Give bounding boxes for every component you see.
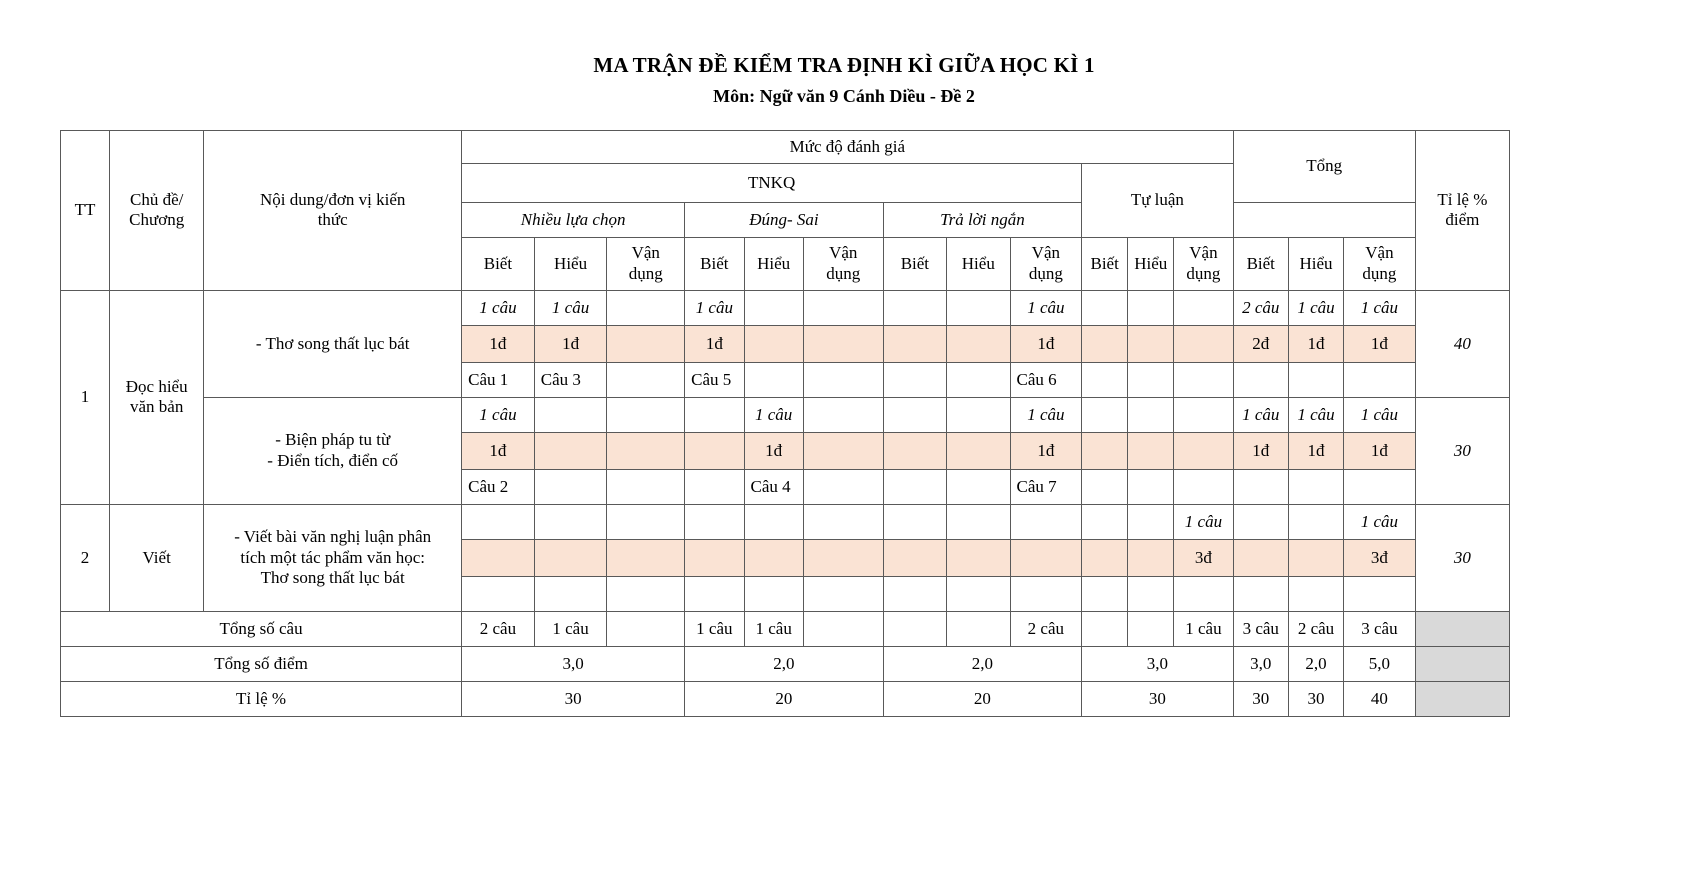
cell-question-no: Câu 3 (534, 362, 607, 397)
cell-score: 1đ (1233, 432, 1288, 469)
cell-question-no (1128, 362, 1174, 397)
label: Vận (631, 243, 660, 263)
summary-cell-count: 2 câu (1010, 611, 1082, 646)
cell-score: 1đ (1010, 432, 1082, 469)
cell-count (744, 504, 803, 539)
row-tt (61, 504, 110, 611)
cell-score (1128, 539, 1174, 576)
summary-cell-count: 3 câu (1233, 611, 1288, 646)
label2: dụng (1186, 263, 1221, 283)
header-tong (1233, 130, 1415, 202)
header-tong-biet (1233, 237, 1288, 290)
cell-question-no (685, 469, 744, 504)
cell-count (1128, 504, 1174, 539)
cell-score (607, 539, 685, 576)
cell-question-no (1288, 362, 1343, 397)
cell-count (1082, 290, 1128, 325)
summary-cell-count: 1 câu (744, 611, 803, 646)
header-nlc-hieu (534, 237, 607, 290)
label2: dụng (1028, 263, 1063, 283)
cell-score: 1đ (1010, 325, 1082, 362)
header-row-muc-do (61, 130, 1510, 163)
cell-question-no (1233, 362, 1288, 397)
summary-label-tong-so-cau: Tổng số câu (61, 611, 462, 646)
row-content-line: Thơ song thất lục bát (260, 567, 405, 587)
label2: dụng (1362, 263, 1397, 283)
cell-count (1174, 397, 1233, 432)
cell-question-no (803, 576, 883, 611)
label: Hiểu (554, 253, 588, 273)
header-chu-de-line1: Chủ đề/ (130, 189, 184, 209)
summary-cell-count: 1 câu (1174, 611, 1233, 646)
row-tt-value: 2 (80, 547, 90, 567)
header-tra-loi-ngan (883, 202, 1082, 237)
cell-count (803, 290, 883, 325)
cell-score (1082, 325, 1128, 362)
summary-cell-group-score: 2,0 (685, 646, 884, 681)
cell-question-no (1082, 576, 1128, 611)
summary-cell-count: 1 câu (685, 611, 744, 646)
header-muc-do-label: Mức độ đánh giá (789, 136, 906, 156)
header-tu-luan (1082, 163, 1233, 237)
cell-score: 1đ (462, 432, 535, 469)
cell-count (534, 397, 607, 432)
cell-score: 3đ (1344, 539, 1416, 576)
cell-count: 1 câu (1344, 504, 1416, 539)
cell-score (803, 432, 883, 469)
label2: dụng (826, 263, 861, 283)
cell-score (1288, 539, 1343, 576)
row-tt-value: 1 (80, 387, 90, 407)
cell-count: 1 câu (685, 290, 744, 325)
row-content (204, 504, 462, 611)
label2: dụng (628, 263, 663, 283)
row-ratio: 30 (1415, 397, 1509, 504)
cell-question-no: Câu 2 (462, 469, 535, 504)
header-nlc-biet (462, 237, 535, 290)
cell-count: 1 câu (462, 397, 535, 432)
cell-score (744, 325, 803, 362)
cell-score (883, 539, 946, 576)
row-chu-de-line2: văn bản (130, 397, 184, 417)
cell-question-no (744, 362, 803, 397)
cell-question-no: Câu 6 (1010, 362, 1082, 397)
cell-score (607, 432, 685, 469)
row-content-line: - Thơ song thất lục bát (255, 333, 410, 353)
summary-cell-group-ratio: 20 (883, 681, 1082, 716)
header-tl-biet (1082, 237, 1128, 290)
summary-cell-total-score: 5,0 (1344, 646, 1416, 681)
cell-score (534, 432, 607, 469)
header-ti-le-diem (1415, 130, 1509, 290)
cell-question-no: Câu 5 (685, 362, 744, 397)
header-noi-dung-line2: thức (317, 210, 348, 230)
header-tu-luan-label: Tự luận (1130, 190, 1184, 210)
cell-question-no (534, 469, 607, 504)
label: Biết (1090, 253, 1119, 273)
summary-cell-group-ratio: 30 (1082, 681, 1233, 716)
cell-count (883, 290, 946, 325)
header-tra-loi-ngan-label: Trả lời ngắn (940, 209, 1025, 229)
cell-score (1174, 325, 1233, 362)
header-ds-van-dung (803, 237, 883, 290)
header-muc-do-danh-gia (462, 130, 1234, 163)
table-row (61, 504, 1510, 539)
header-dung-sai-label: Đúng- Sai (749, 209, 819, 229)
header-ti-le-line1: Tỉ lệ % (1437, 189, 1488, 209)
cell-count (947, 504, 1010, 539)
assessment-matrix-table (60, 130, 1510, 717)
header-tt-label: TT (74, 200, 96, 220)
row-content-line: - Biện pháp tu từ (275, 430, 391, 450)
header-tl-van-dung (1174, 237, 1233, 290)
header-tl-hieu (1128, 237, 1174, 290)
cell-count (607, 504, 685, 539)
header-tong-van-dung (1344, 237, 1416, 290)
cell-question-no (534, 576, 607, 611)
cell-question-no (1174, 469, 1233, 504)
cell-question-no (685, 576, 744, 611)
cell-question-no (607, 362, 685, 397)
label: Hiểu (1299, 253, 1333, 273)
cell-question-no (744, 576, 803, 611)
summary-cell-ratio (1415, 611, 1509, 646)
cell-score (1082, 432, 1128, 469)
summary-cell-count (803, 611, 883, 646)
header-ds-biet (685, 237, 744, 290)
cell-score (803, 325, 883, 362)
summary-cell-total-score: 3,0 (1233, 646, 1288, 681)
summary-cell-count (947, 611, 1010, 646)
row-content-line: - Điển tích, điển cố (267, 450, 399, 470)
cell-question-no: Câu 4 (744, 469, 803, 504)
cell-count (1082, 397, 1128, 432)
cell-score (534, 539, 607, 576)
row-chu-de (110, 290, 204, 504)
row-content-line: - Viết bài văn nghị luận phân (234, 527, 432, 547)
cell-question-no (1128, 469, 1174, 504)
cell-question-no (607, 576, 685, 611)
summary-cell-count: 2 câu (1288, 611, 1343, 646)
cell-count (883, 504, 946, 539)
header-tt (61, 130, 110, 290)
cell-count (883, 397, 946, 432)
cell-count (1128, 397, 1174, 432)
cell-question-no (1233, 576, 1288, 611)
cell-question-no (1082, 469, 1128, 504)
summary-cell-count: 2 câu (462, 611, 535, 646)
header-tln-hieu (947, 237, 1010, 290)
header-noi-dung (204, 130, 462, 290)
cell-count (1288, 504, 1343, 539)
label: Vận (1031, 243, 1060, 263)
header-chu-de-line2: Chương (129, 210, 185, 230)
cell-count (947, 397, 1010, 432)
cell-score (462, 539, 535, 576)
cell-count (607, 397, 685, 432)
row-ratio: 40 (1415, 290, 1509, 397)
cell-question-no (1174, 576, 1233, 611)
summary-cell-total-ratio: 30 (1233, 681, 1288, 716)
cell-question-no: Câu 7 (1010, 469, 1082, 504)
page-title: MA TRẬN ĐỀ KIỂM TRA ĐỊNH KÌ GIỮA HỌC KÌ 1 (593, 53, 1095, 77)
cell-score (947, 325, 1010, 362)
header-chu-de (110, 130, 204, 290)
summary-cell-group-ratio: 20 (685, 681, 884, 716)
cell-count (1233, 504, 1288, 539)
cell-question-no (1288, 469, 1343, 504)
cell-question-no (607, 469, 685, 504)
summary-cell-count: 3 câu (1344, 611, 1416, 646)
cell-count: 1 câu (1233, 397, 1288, 432)
label: Vận (829, 243, 858, 263)
cell-score (1174, 432, 1233, 469)
cell-count (803, 397, 883, 432)
header-nhieu-lua-chon-label: Nhiều lựa chọn (520, 209, 626, 229)
summary-row-tong-so-cau (61, 611, 1510, 646)
cell-question-no (947, 469, 1010, 504)
summary-cell-count: 1 câu (534, 611, 607, 646)
cell-count (685, 397, 744, 432)
cell-score: 3đ (1174, 539, 1233, 576)
row-content (204, 290, 462, 397)
cell-question-no: Câu 1 (462, 362, 535, 397)
cell-score: 1đ (1288, 325, 1343, 362)
cell-count: 1 câu (534, 290, 607, 325)
label: Biết (900, 253, 930, 273)
label: Vận (1365, 243, 1394, 263)
summary-cell-total-ratio: 40 (1344, 681, 1416, 716)
cell-score (1128, 325, 1174, 362)
cell-count (1010, 504, 1082, 539)
cell-question-no (947, 576, 1010, 611)
cell-count (462, 504, 535, 539)
cell-score: 1đ (1344, 325, 1416, 362)
cell-count: 1 câu (744, 397, 803, 432)
header-ds-hieu (744, 237, 803, 290)
cell-question-no (1344, 362, 1416, 397)
cell-score (883, 432, 946, 469)
header-tnkq-label: TNKQ (748, 172, 796, 192)
summary-cell-count (883, 611, 946, 646)
summary-label-ti-le: Tỉ lệ % (61, 681, 462, 716)
row-tt (61, 290, 110, 504)
cell-count: 1 câu (1344, 290, 1416, 325)
cell-score: 1đ (744, 432, 803, 469)
header-tln-van-dung (1010, 237, 1082, 290)
summary-cell-total-ratio: 30 (1288, 681, 1343, 716)
cell-count (1082, 504, 1128, 539)
row-content (204, 397, 462, 504)
summary-cell-count (1082, 611, 1128, 646)
cell-score (685, 432, 744, 469)
cell-score: 1đ (1288, 432, 1343, 469)
label: Hiểu (1134, 253, 1168, 273)
cell-question-no (1010, 576, 1082, 611)
cell-question-no (883, 576, 946, 611)
summary-cell-ratio (1415, 681, 1509, 716)
summary-cell-count (607, 611, 685, 646)
header-tnkq (462, 163, 1082, 202)
summary-row-tong-so-diem (61, 646, 1510, 681)
table-row (61, 290, 1510, 325)
summary-cell-group-score: 3,0 (462, 646, 685, 681)
cell-question-no (1082, 362, 1128, 397)
cell-score (1128, 432, 1174, 469)
cell-score (1082, 539, 1128, 576)
label: Hiểu (961, 253, 995, 273)
table-row (61, 397, 1510, 432)
summary-cell-total-score: 2,0 (1288, 646, 1343, 681)
cell-count (1128, 290, 1174, 325)
cell-count: 1 câu (1288, 290, 1343, 325)
cell-score: 1đ (462, 325, 535, 362)
header-nhieu-lua-chon (462, 202, 685, 237)
cell-question-no (462, 576, 535, 611)
cell-count (685, 504, 744, 539)
summary-cell-ratio (1415, 646, 1509, 681)
cell-question-no (1344, 469, 1416, 504)
cell-count (1174, 290, 1233, 325)
cell-count: 2 câu (1233, 290, 1288, 325)
row-chu-de-line1: Đọc hiểu (125, 376, 188, 396)
row-ratio: 30 (1415, 504, 1509, 611)
cell-score (685, 539, 744, 576)
cell-question-no (947, 362, 1010, 397)
header-noi-dung-line1: Nội dung/đơn vị kiến (259, 189, 406, 209)
cell-score (1010, 539, 1082, 576)
cell-question-no (803, 362, 883, 397)
cell-score (607, 325, 685, 362)
cell-count: 1 câu (1288, 397, 1343, 432)
cell-count: 1 câu (1344, 397, 1416, 432)
cell-score: 1đ (534, 325, 607, 362)
label: Biết (1246, 253, 1275, 273)
header-tln-biet (883, 237, 946, 290)
summary-cell-group-ratio: 30 (462, 681, 685, 716)
cell-question-no (883, 469, 946, 504)
document-titles (0, 0, 1688, 108)
page-subtitle: Môn: Ngữ văn 9 Cánh Diều - Đề 2 (713, 86, 975, 107)
row-chu-de (110, 504, 204, 611)
cell-count: 1 câu (1010, 290, 1082, 325)
cell-score: 2đ (1233, 325, 1288, 362)
cell-count: 1 câu (1010, 397, 1082, 432)
cell-count (534, 504, 607, 539)
cell-count (947, 290, 1010, 325)
header-dung-sai (685, 202, 884, 237)
row-chu-de-line1: Viết (142, 547, 171, 567)
cell-score: 1đ (685, 325, 744, 362)
cell-count (607, 290, 685, 325)
header-nlc-van-dung (607, 237, 685, 290)
label: Biết (700, 253, 729, 273)
cell-count: 1 câu (1174, 504, 1233, 539)
cell-question-no (1174, 362, 1233, 397)
cell-question-no (803, 469, 883, 504)
cell-question-no (1128, 576, 1174, 611)
cell-score (947, 432, 1010, 469)
label: Biết (483, 253, 513, 273)
summary-row-ti-le (61, 681, 1510, 716)
header-ti-le-line2: điểm (1445, 210, 1480, 230)
summary-cell-count (1128, 611, 1174, 646)
label: Vận (1189, 243, 1218, 263)
cell-question-no (1344, 576, 1416, 611)
cell-question-no (883, 362, 946, 397)
cell-question-no (1288, 576, 1343, 611)
summary-cell-group-score: 2,0 (883, 646, 1082, 681)
cell-question-no (1233, 469, 1288, 504)
header-tong-label: Tổng (1306, 156, 1343, 176)
cell-score (1233, 539, 1288, 576)
cell-count (744, 290, 803, 325)
summary-cell-group-score: 3,0 (1082, 646, 1233, 681)
header-tong-hieu (1288, 237, 1343, 290)
summary-label-tong-so-diem: Tổng số điểm (61, 646, 462, 681)
cell-score (803, 539, 883, 576)
label: Hiểu (757, 253, 791, 273)
row-content-line: tích một tác phẩm văn học: (240, 547, 425, 567)
cell-score (947, 539, 1010, 576)
cell-score: 1đ (1344, 432, 1416, 469)
cell-score (883, 325, 946, 362)
cell-score (744, 539, 803, 576)
cell-count: 1 câu (462, 290, 535, 325)
cell-count (803, 504, 883, 539)
